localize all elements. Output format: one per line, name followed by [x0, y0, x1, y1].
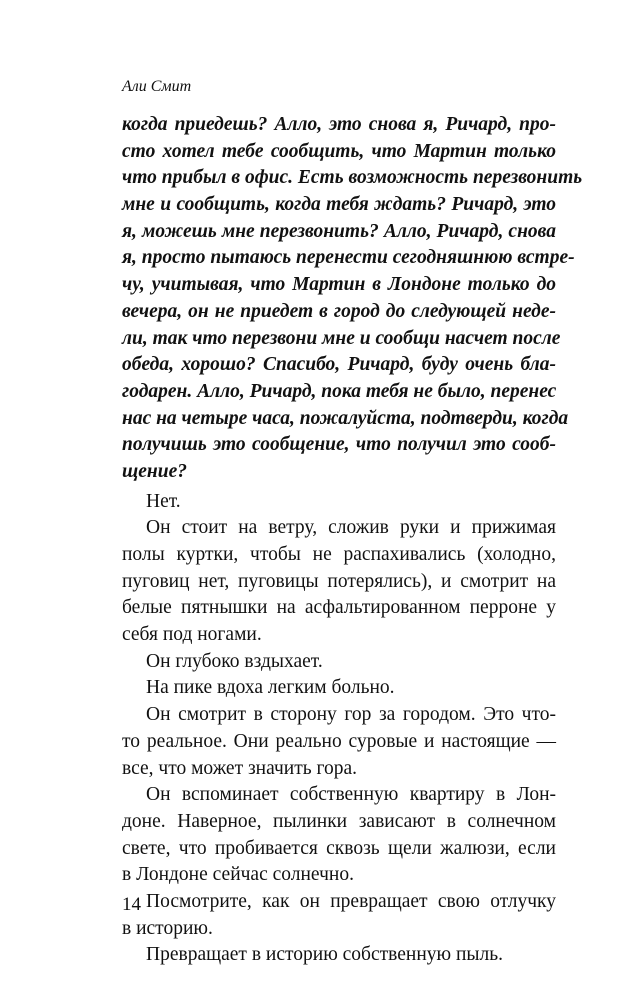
text-line: свете, что пробивается сквозь щели жалюзи, если: [122, 837, 556, 859]
text-line: На пике вдоха легким больно.: [146, 677, 395, 699]
text-line: сто хотел тебе сообщить, что Мартин только: [122, 140, 556, 162]
text-line: когда приедешь? Алло, это снова я, Ричард, про-: [122, 114, 556, 135]
text-line: Посмотрите, как он превращает свою отлучку: [146, 890, 556, 912]
text-line: чу, учитывая, что Мартин в Лондоне только до: [122, 274, 556, 296]
text-line: все, что может значить гора.: [122, 757, 358, 779]
text-line: доне. Наверное, пылинки зависают в солнечном: [122, 810, 556, 832]
text-line: что прибыл в офис. Есть возможность перезвонить: [122, 167, 583, 189]
text-line: Он смотрит в сторону гор за городом. Это что-: [146, 704, 556, 726]
paragraph: [122, 942, 556, 969]
text-line: годарен. Алло, Ричард, пока тебя не было, перенес: [122, 380, 557, 402]
text-line: нас на четыре часа, пожалуйста, подтверди, когда: [122, 407, 569, 429]
running-header-author: Али Смит: [122, 78, 192, 95]
paragraph: [122, 489, 556, 516]
text-line: обеда, хорошо? Спасибо, Ричард, буду очень бла-: [122, 354, 556, 376]
text-line: я, просто пытаюсь перенести сегодняшнюю встре-: [122, 247, 575, 269]
paragraph: [122, 649, 556, 676]
text-line: я, можешь мне перезвонить? Алло, Ричард, снова: [122, 220, 556, 242]
text-line: полы куртки, чтобы не распахивались (холодно,: [122, 544, 556, 565]
text-line: белые пятнышки на асфальтированном перроне у: [122, 597, 556, 619]
paragraph: [122, 782, 556, 889]
text-line: Превращает в историю собственную пыль.: [146, 944, 503, 966]
text-line: Он стоит на ветру, сложив руки и прижимая: [146, 517, 556, 539]
text-line: то реальное. Они реально суровые и настоящие —: [122, 730, 556, 752]
text-line: в Лондоне сейчас солнечно.: [122, 864, 354, 886]
paragraph: [122, 675, 556, 702]
paragraph: [122, 515, 556, 648]
page-number: 14: [122, 894, 141, 915]
text-line: Он вспоминает собственную квартиру в Лон-: [146, 784, 556, 806]
text-line: Он глубоко вздыхает.: [146, 650, 323, 672]
text-line: Нет.: [146, 490, 181, 512]
paragraph: [122, 702, 556, 782]
text-line: пуговиц нет, пуговицы потерялись), и смотрит на: [122, 570, 556, 592]
text-line: щение?: [122, 460, 187, 482]
text-line: вечера, он не приедет в город до следующей неде-: [122, 300, 556, 322]
voicemail-passage: [122, 112, 583, 486]
page-body: [122, 112, 583, 969]
text-line: мне и сообщить, когда тебя ждать? Ричард, это: [122, 194, 556, 216]
text-line: ли, так что перезвони мне и сообщи насчет после: [122, 327, 561, 349]
text-line: получишь это сообщение, что получил это сооб-: [122, 434, 556, 456]
text-line: в историю.: [122, 917, 213, 939]
text-line: себя под ногами.: [122, 624, 262, 646]
paragraph: [122, 889, 556, 942]
